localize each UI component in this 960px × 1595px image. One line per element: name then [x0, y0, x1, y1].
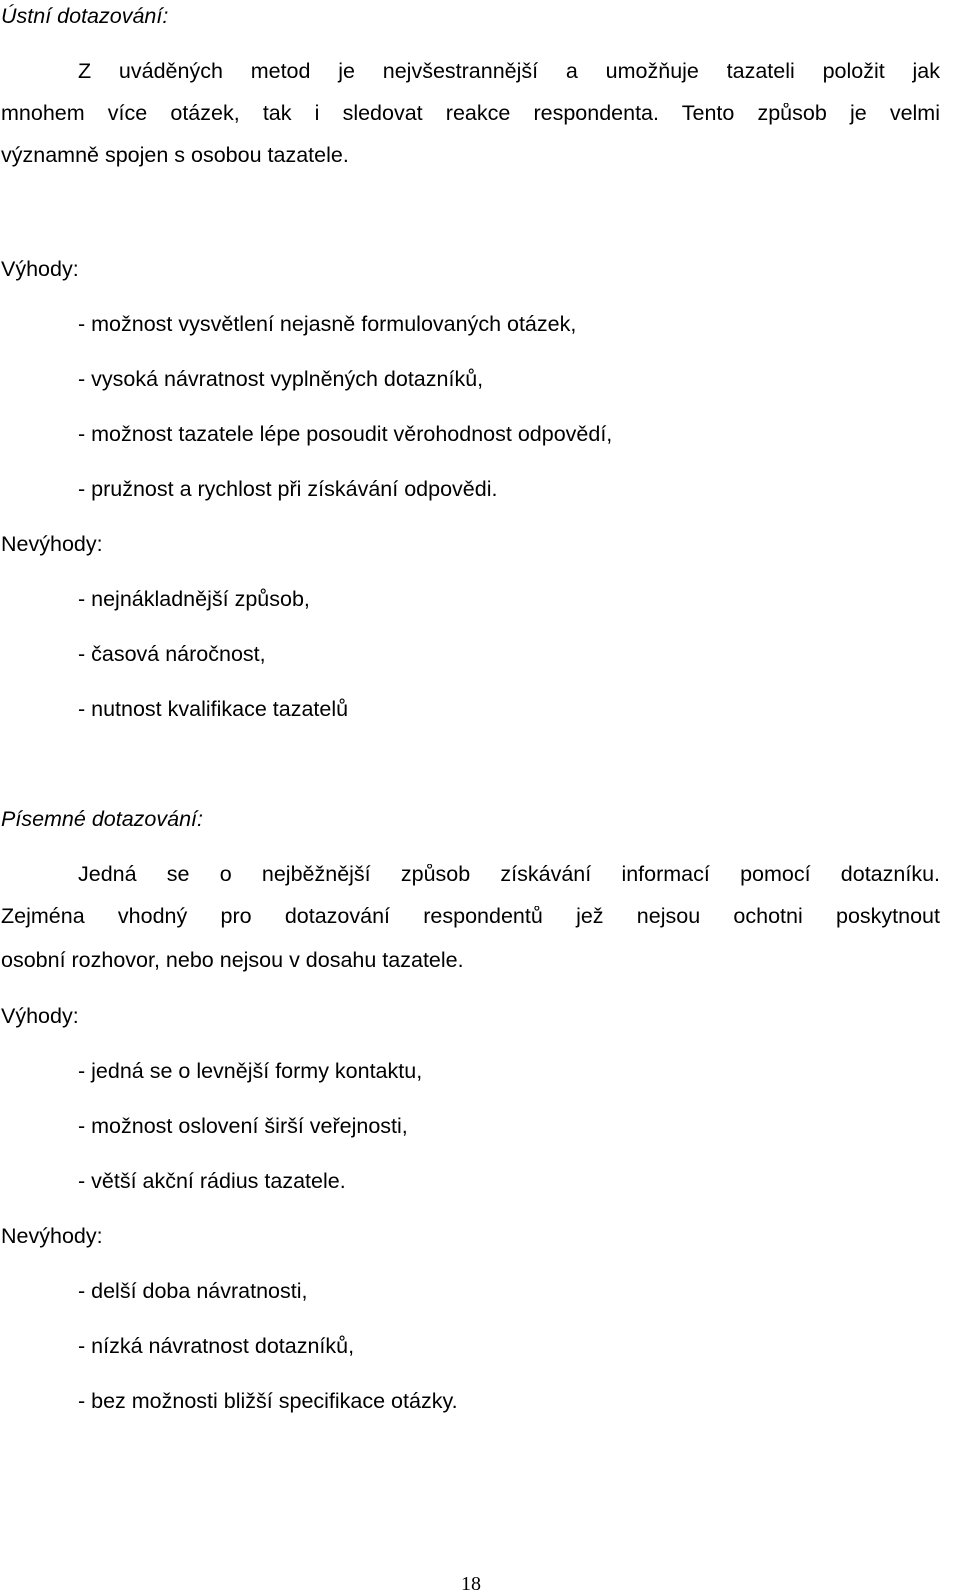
list-item: - nutnost kvalifikace tazatelů	[78, 697, 349, 721]
paragraph-line: osobní rozhovor, nebo nejsou v dosahu tazatele.	[1, 948, 464, 972]
list-item: - nízká návratnost dotazníků,	[78, 1334, 355, 1358]
section-heading-oral-survey: Ústní dotazování:	[1, 4, 169, 28]
list-item: - jedná se o levnější formy kontaktu,	[78, 1059, 423, 1083]
list-item: - delší doba návratnosti,	[78, 1279, 308, 1303]
disadvantages-label: Nevýhody:	[1, 1224, 103, 1248]
list-item: - bez možnosti bližší specifikace otázky.	[78, 1389, 458, 1413]
list-item: - nejnákladnější způsob,	[78, 587, 310, 611]
paragraph-line: mnohem více otázek, tak i sledovat reakce respondenta. Tento způsob je velmi	[1, 103, 940, 125]
paragraph-line: významně spojen s osobou tazatele.	[1, 143, 349, 167]
list-item: - možnost tazatele lépe posoudit věrohodnost odpovědí,	[78, 422, 613, 446]
paragraph-line: Z uváděných metod je nejvšestrannější a umožňuje tazateli položit jak	[78, 61, 940, 83]
paragraph-line: Jedná se o nejběžnější způsob získávání informací pomocí dotazníku.	[78, 864, 940, 886]
list-item: - vysoká návratnost vyplněných dotazníků,	[78, 367, 484, 391]
list-item: - pružnost a rychlost při získávání odpovědi.	[78, 477, 498, 501]
section-heading-written-survey: Písemné dotazování:	[1, 807, 203, 831]
disadvantages-label: Nevýhody:	[1, 532, 103, 556]
list-item: - možnost oslovení širší veřejnosti,	[78, 1114, 408, 1138]
list-item: - časová náročnost,	[78, 642, 266, 666]
page-number: 18	[461, 1573, 481, 1595]
paragraph-line: Zejména vhodný pro dotazování respondentů jež nejsou ochotni poskytnout	[1, 906, 940, 928]
advantages-label: Výhody:	[1, 1004, 79, 1028]
list-item: - možnost vysvětlení nejasně formulovaných otázek,	[78, 312, 577, 336]
list-item: - větší akční rádius tazatele.	[78, 1169, 346, 1193]
advantages-label: Výhody:	[1, 257, 79, 281]
